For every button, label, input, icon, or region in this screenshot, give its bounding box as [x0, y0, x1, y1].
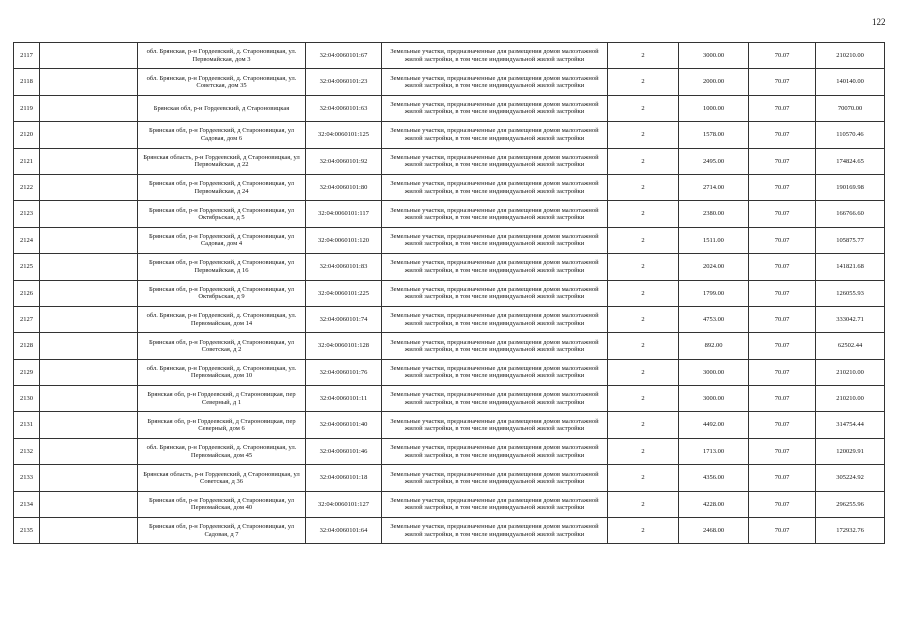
cadastral-number-cell: 32:04:0060101:80	[306, 174, 382, 200]
unit-value-cell: 70.07	[749, 43, 816, 69]
land-use-cell: Земельные участки, предназначенные для размещения домов малоэтажной жилой застройки, в том числе индивидуальной жилой застройки	[382, 95, 608, 121]
row-number-cell: 2124	[14, 227, 40, 253]
cadastral-value-cell: 296255.96	[816, 491, 885, 517]
category-code-cell: 2	[608, 491, 679, 517]
category-code-cell: 2	[608, 122, 679, 148]
land-use-cell: Земельные участки, предназначенные для размещения домов малоэтажной жилой застройки, в том числе индивидуальной жилой застройки	[382, 122, 608, 148]
area-cell: 2495.00	[679, 148, 749, 174]
land-use-cell: Земельные участки, предназначенные для размещения домов малоэтажной жилой застройки, в том числе индивидуальной жилой застройки	[382, 518, 608, 544]
land-use-cell: Земельные участки, предназначенные для размещения домов малоэтажной жилой застройки, в том числе индивидуальной жилой застройки	[382, 412, 608, 438]
land-use-cell: Земельные участки, предназначенные для размещения домов малоэтажной жилой застройки, в том числе индивидуальной жилой застройки	[382, 465, 608, 491]
table-row	[14, 69, 885, 95]
cadastral-value-cell: 166766.60	[816, 201, 885, 227]
cadastral-number-cell: 32:04:0060101:40	[306, 412, 382, 438]
row-number-cell: 2121	[14, 148, 40, 174]
table-row	[14, 201, 885, 227]
land-use-cell: Земельные участки, предназначенные для размещения домов малоэтажной жилой застройки, в том числе индивидуальной жилой застройки	[382, 69, 608, 95]
table-row	[14, 438, 885, 464]
unit-value-cell: 70.07	[749, 333, 816, 359]
address-cell: Брянская обл, р-н Гордеевский, д Староновицкая, ул Первомайская, дом 40	[138, 491, 306, 517]
land-use-cell: Земельные участки, предназначенные для размещения домов малоэтажной жилой застройки, в том числе индивидуальной жилой застройки	[382, 438, 608, 464]
land-use-cell: Земельные участки, предназначенные для размещения домов малоэтажной жилой застройки, в том числе индивидуальной жилой застройки	[382, 201, 608, 227]
land-use-cell: Земельные участки, предназначенные для размещения домов малоэтажной жилой застройки, в том числе индивидуальной жилой застройки	[382, 174, 608, 200]
category-code-cell: 2	[608, 280, 679, 306]
cadastral-value-cell: 141821.68	[816, 254, 885, 280]
area-cell: 3000.00	[679, 386, 749, 412]
area-cell: 1000.00	[679, 95, 749, 121]
category-code-cell: 2	[608, 254, 679, 280]
unit-value-cell: 70.07	[749, 438, 816, 464]
empty-cell	[40, 148, 138, 174]
cadastral-value-cell: 190169.98	[816, 174, 885, 200]
row-number-cell: 2133	[14, 465, 40, 491]
area-cell: 892.00	[679, 333, 749, 359]
cadastral-number-cell: 32:04:0060101:67	[306, 43, 382, 69]
land-use-cell: Земельные участки, предназначенные для размещения домов малоэтажной жилой застройки, в том числе индивидуальной жилой застройки	[382, 359, 608, 385]
empty-cell	[40, 280, 138, 306]
cadastral-number-cell: 32:04:0060101:127	[306, 491, 382, 517]
category-code-cell: 2	[608, 412, 679, 438]
address-cell: Брянская область, р-н Гордеевский, д Староновицкая, ул Советская, д 36	[138, 465, 306, 491]
cadastral-number-cell: 32:04:0060101:225	[306, 280, 382, 306]
area-cell: 3000.00	[679, 43, 749, 69]
table-row	[14, 306, 885, 332]
land-use-cell: Земельные участки, предназначенные для размещения домов малоэтажной жилой застройки, в том числе индивидуальной жилой застройки	[382, 386, 608, 412]
empty-cell	[40, 438, 138, 464]
address-cell: обл. Брянская, р-н Гордеевский, д. Староновицкая, ул. Первомайская, дом 45	[138, 438, 306, 464]
area-cell: 1511.00	[679, 227, 749, 253]
land-use-cell: Земельные участки, предназначенные для размещения домов малоэтажной жилой застройки, в том числе индивидуальной жилой застройки	[382, 491, 608, 517]
category-code-cell: 2	[608, 201, 679, 227]
page-number: 122	[872, 17, 886, 27]
area-cell: 4492.00	[679, 412, 749, 438]
category-code-cell: 2	[608, 518, 679, 544]
table-row	[14, 465, 885, 491]
table-row	[14, 43, 885, 69]
unit-value-cell: 70.07	[749, 280, 816, 306]
cadastral-number-cell: 32:04:0060101:125	[306, 122, 382, 148]
table-row	[14, 227, 885, 253]
area-cell: 3000.00	[679, 359, 749, 385]
cadastral-number-cell: 32:04:0060101:63	[306, 95, 382, 121]
cadastral-number-cell: 32:04:0060101:74	[306, 306, 382, 332]
row-number-cell: 2134	[14, 491, 40, 517]
category-code-cell: 2	[608, 438, 679, 464]
area-cell: 2380.00	[679, 201, 749, 227]
unit-value-cell: 70.07	[749, 359, 816, 385]
category-code-cell: 2	[608, 95, 679, 121]
cadastral-value-cell: 62502.44	[816, 333, 885, 359]
unit-value-cell: 70.07	[749, 465, 816, 491]
cadastral-number-cell: 32:04:0060101:76	[306, 359, 382, 385]
address-cell: обл. Брянская, р-н Гордеевский, д. Староновицкая, ул. Первомайская, дом 3	[138, 43, 306, 69]
row-number-cell: 2119	[14, 95, 40, 121]
unit-value-cell: 70.07	[749, 122, 816, 148]
empty-cell	[40, 201, 138, 227]
table-row	[14, 491, 885, 517]
address-cell: Брянская обл, р-н Гордеевский, д Староновицкая, ул Первомайская, д 16	[138, 254, 306, 280]
category-code-cell: 2	[608, 386, 679, 412]
table-row	[14, 359, 885, 385]
cadastral-number-cell: 32:04:0060101:117	[306, 201, 382, 227]
empty-cell	[40, 306, 138, 332]
table-row	[14, 280, 885, 306]
category-code-cell: 2	[608, 306, 679, 332]
cadastral-value-cell: 70070.00	[816, 95, 885, 121]
unit-value-cell: 70.07	[749, 69, 816, 95]
table-row	[14, 174, 885, 200]
row-number-cell: 2128	[14, 333, 40, 359]
row-number-cell: 2131	[14, 412, 40, 438]
row-number-cell: 2122	[14, 174, 40, 200]
unit-value-cell: 70.07	[749, 491, 816, 517]
row-number-cell: 2123	[14, 201, 40, 227]
cadastral-value-cell: 314754.44	[816, 412, 885, 438]
table-row	[14, 518, 885, 544]
row-number-cell: 2135	[14, 518, 40, 544]
category-code-cell: 2	[608, 43, 679, 69]
cadastral-value-cell: 210210.00	[816, 359, 885, 385]
table-row	[14, 122, 885, 148]
cadastral-value-cell: 333042.71	[816, 306, 885, 332]
address-cell: Брянская обл, р-н Гордеевский, д Староновицкая, ул Садовая, дом 6	[138, 122, 306, 148]
cadastral-value-cell: 210210.00	[816, 43, 885, 69]
cadastral-value-cell: 172932.76	[816, 518, 885, 544]
unit-value-cell: 70.07	[749, 201, 816, 227]
area-cell: 4356.00	[679, 465, 749, 491]
area-cell: 1799.00	[679, 280, 749, 306]
row-number-cell: 2127	[14, 306, 40, 332]
address-cell: Брянская обл, р-н Гордеевский, д Староновицкая, ул Садовая, д 7	[138, 518, 306, 544]
unit-value-cell: 70.07	[749, 412, 816, 438]
cadastral-value-cell: 140140.00	[816, 69, 885, 95]
empty-cell	[40, 69, 138, 95]
cadastral-number-cell: 32:04:0060101:23	[306, 69, 382, 95]
empty-cell	[40, 359, 138, 385]
cadastral-number-cell: 32:04:0060101:18	[306, 465, 382, 491]
row-number-cell: 2117	[14, 43, 40, 69]
area-cell: 4753.00	[679, 306, 749, 332]
cadastral-value-cell: 305224.92	[816, 465, 885, 491]
area-cell: 4228.00	[679, 491, 749, 517]
row-number-cell: 2132	[14, 438, 40, 464]
empty-cell	[40, 122, 138, 148]
table-row	[14, 333, 885, 359]
address-cell: Брянская обл, р-н Гордеевский, д Староновицкая, ул Октябрьская, д 9	[138, 280, 306, 306]
empty-cell	[40, 465, 138, 491]
area-cell: 2000.00	[679, 69, 749, 95]
area-cell: 2468.00	[679, 518, 749, 544]
empty-cell	[40, 95, 138, 121]
address-cell: обл. Брянская, р-н Гордеевский, д. Староновицкая, ул. Советская, дом 35	[138, 69, 306, 95]
land-use-cell: Земельные участки, предназначенные для размещения домов малоэтажной жилой застройки, в том числе индивидуальной жилой застройки	[382, 254, 608, 280]
cadastral-value-cell: 210210.00	[816, 386, 885, 412]
empty-cell	[40, 174, 138, 200]
empty-cell	[40, 412, 138, 438]
unit-value-cell: 70.07	[749, 518, 816, 544]
row-number-cell: 2126	[14, 280, 40, 306]
empty-cell	[40, 518, 138, 544]
cadastral-value-cell: 174824.65	[816, 148, 885, 174]
category-code-cell: 2	[608, 359, 679, 385]
land-use-cell: Земельные участки, предназначенные для размещения домов малоэтажной жилой застройки, в том числе индивидуальной жилой застройки	[382, 280, 608, 306]
category-code-cell: 2	[608, 333, 679, 359]
row-number-cell: 2130	[14, 386, 40, 412]
table-row	[14, 386, 885, 412]
cadastral-number-cell: 32:04:0060101:11	[306, 386, 382, 412]
address-cell: Брянская обл, р-н Гордеевский, д Староновицкая, ул Октябрьская, д 5	[138, 201, 306, 227]
address-cell: Брянская обл, р-н Гордеевский, д Староновицкая, ул Советская, д 2	[138, 333, 306, 359]
land-use-cell: Земельные участки, предназначенные для размещения домов малоэтажной жилой застройки, в том числе индивидуальной жилой застройки	[382, 306, 608, 332]
cadastral-number-cell: 32:04:0060101:128	[306, 333, 382, 359]
table-row	[14, 95, 885, 121]
empty-cell	[40, 491, 138, 517]
category-code-cell: 2	[608, 174, 679, 200]
row-number-cell: 2118	[14, 69, 40, 95]
unit-value-cell: 70.07	[749, 227, 816, 253]
unit-value-cell: 70.07	[749, 306, 816, 332]
address-cell: Брянская обл, р-н Гордеевский, д Староновицкая, ул Садовая, дом 4	[138, 227, 306, 253]
address-cell: обл. Брянская, р-н Гордеевский, д. Староновицкая, ул. Первомайская, дом 14	[138, 306, 306, 332]
address-cell: Брянская обл, р-н Гордеевский, д Староновицкая, ул Первомайская, д 24	[138, 174, 306, 200]
cadastral-number-cell: 32:04:0060101:120	[306, 227, 382, 253]
table-row	[14, 148, 885, 174]
table-row	[14, 412, 885, 438]
table-body	[14, 43, 885, 544]
address-cell: Брянская область, р-н Гордеевский, д Староновицкая, ул Первомайская, д 22	[138, 148, 306, 174]
cadastral-value-cell: 126055.93	[816, 280, 885, 306]
area-cell: 1713.00	[679, 438, 749, 464]
row-number-cell: 2120	[14, 122, 40, 148]
address-cell: обл. Брянская, р-н Гордеевский, д. Староновицкая, ул. Первомайская, дом 10	[138, 359, 306, 385]
empty-cell	[40, 386, 138, 412]
unit-value-cell: 70.07	[749, 95, 816, 121]
land-use-cell: Земельные участки, предназначенные для размещения домов малоэтажной жилой застройки, в том числе индивидуальной жилой застройки	[382, 148, 608, 174]
land-use-cell: Земельные участки, предназначенные для размещения домов малоэтажной жилой застройки, в том числе индивидуальной жилой застройки	[382, 43, 608, 69]
unit-value-cell: 70.07	[749, 386, 816, 412]
cadastral-number-cell: 32:04:0060101:64	[306, 518, 382, 544]
category-code-cell: 2	[608, 148, 679, 174]
unit-value-cell: 70.07	[749, 174, 816, 200]
cadastral-number-cell: 32:04:0060101:46	[306, 438, 382, 464]
address-cell: Брянская обл, р-н Гордеевский, д Староновицкая, пер Северный, дом 6	[138, 412, 306, 438]
land-use-cell: Земельные участки, предназначенные для размещения домов малоэтажной жилой застройки, в том числе индивидуальной жилой застройки	[382, 227, 608, 253]
unit-value-cell: 70.07	[749, 148, 816, 174]
land-plot-table	[13, 42, 885, 544]
category-code-cell: 2	[608, 227, 679, 253]
empty-cell	[40, 227, 138, 253]
table-row	[14, 254, 885, 280]
cadastral-number-cell: 32:04:0060101:83	[306, 254, 382, 280]
unit-value-cell: 70.07	[749, 254, 816, 280]
category-code-cell: 2	[608, 465, 679, 491]
cadastral-value-cell: 110570.46	[816, 122, 885, 148]
row-number-cell: 2125	[14, 254, 40, 280]
empty-cell	[40, 254, 138, 280]
empty-cell	[40, 333, 138, 359]
area-cell: 2714.00	[679, 174, 749, 200]
cadastral-value-cell: 120029.91	[816, 438, 885, 464]
area-cell: 1578.00	[679, 122, 749, 148]
land-use-cell: Земельные участки, предназначенные для размещения домов малоэтажной жилой застройки, в том числе индивидуальной жилой застройки	[382, 333, 608, 359]
cadastral-value-cell: 105875.77	[816, 227, 885, 253]
category-code-cell: 2	[608, 69, 679, 95]
empty-cell	[40, 43, 138, 69]
address-cell: Брянская обл, р-н Гордеевский, д Староновицкая	[138, 95, 306, 121]
area-cell: 2024.00	[679, 254, 749, 280]
cadastral-number-cell: 32:04:0060101:92	[306, 148, 382, 174]
address-cell: Брянская обл, р-н Гордеевский, д Староновицкая, пер Северный, д 1	[138, 386, 306, 412]
row-number-cell: 2129	[14, 359, 40, 385]
